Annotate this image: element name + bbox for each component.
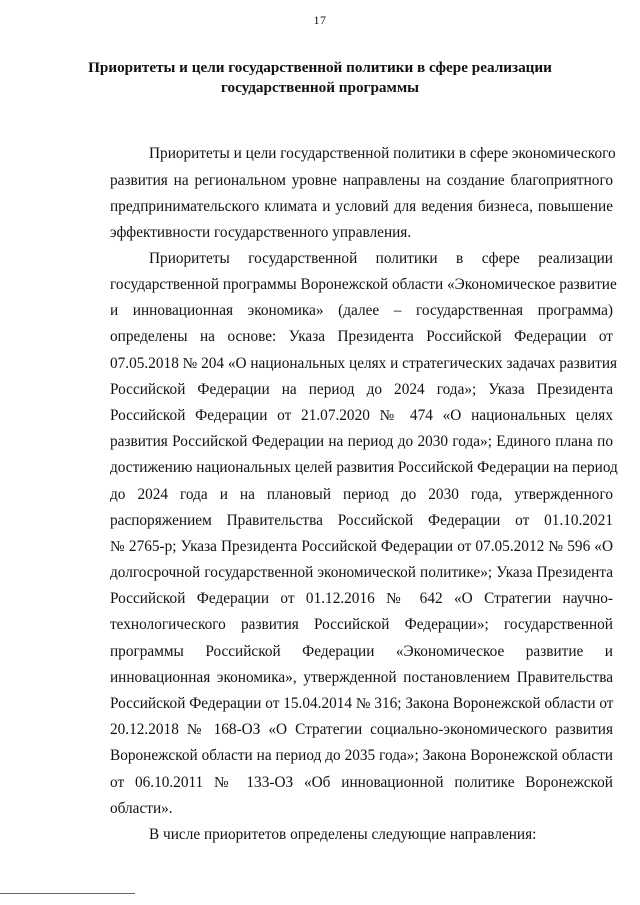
text-line: долгосрочной государственной экономической политике»; Указа Президента — [110, 564, 613, 581]
text-line: и инновационная экономика» (далее – государственная программа) — [110, 302, 613, 319]
text-line: определены на основе: Указа Президента Российской Федерации от — [110, 328, 613, 345]
text-line: государственной программы Воронежской области «Экономическое развитие — [110, 276, 617, 293]
text-line: эффективности государственного управления. — [110, 224, 412, 241]
section-title: Приоритеты и цели государственной политики в сфере реализации государственной программы — [88, 59, 552, 96]
text-line: распоряжением Правительства Российской Федерации от 01.10.2021 — [110, 512, 613, 529]
text-line: № 2765-р; Указа Президента Российской Федерации от 07.05.2012 № 596 «О — [110, 538, 613, 555]
text-line: 20.12.2018 № 168-ОЗ «О Стратегии социально-экономического развития — [110, 721, 613, 738]
text-line: Приоритеты и цели государственной политики в сфере экономического — [149, 145, 616, 162]
text-line: 07.05.2018 № 204 «О национальных целях и стратегических задачах развития — [110, 355, 618, 372]
text-line: инновационная экономика», утвержденной постановлением Правительства — [110, 669, 613, 686]
page-number: 17 — [313, 13, 327, 27]
text-line: Российской Федерации от 21.07.2020 № 474 «О национальных целях — [110, 407, 613, 424]
text-line: Российской Федерации от 01.12.2016 № 642 «О Стратегии научно- — [110, 590, 613, 607]
text-line: предпринимательского климата и условий для ведения бизнеса, повышение — [110, 198, 613, 215]
text-line: развития на региональном уровне направлены на создание благоприятного — [110, 172, 613, 189]
footer-divider — [0, 893, 135, 894]
text-line: развития Российской Федерации на период до 2030 года»; Единого плана по — [110, 433, 613, 450]
text-line: достижению национальных целей развития Российской Федерации на период — [110, 459, 618, 476]
text-line: В числе приоритетов определены следующие направления: — [149, 826, 537, 843]
text-line: области». — [110, 800, 173, 817]
text-line: Воронежской области на период до 2035 года»; Закона Воронежской области — [110, 747, 613, 764]
text-line: технологического развития Российской Федерации»; государственной — [110, 616, 613, 633]
text-line: до 2024 года и на плановый период до 2030 года, утвержденного — [110, 486, 613, 503]
text-line: от 06.10.2011 № 133-ОЗ «Об инновационной политике Воронежской — [110, 774, 613, 791]
text-line: Приоритеты государственной политики в сфере реализации — [149, 250, 613, 267]
text-line: Российской Федерации на период до 2024 года»; Указа Президента — [110, 381, 613, 398]
text-line: программы Российской Федерации «Экономическое развитие и — [110, 643, 613, 660]
text-line: Российской Федерации от 15.04.2014 № 316; Закона Воронежской области от — [110, 695, 614, 712]
